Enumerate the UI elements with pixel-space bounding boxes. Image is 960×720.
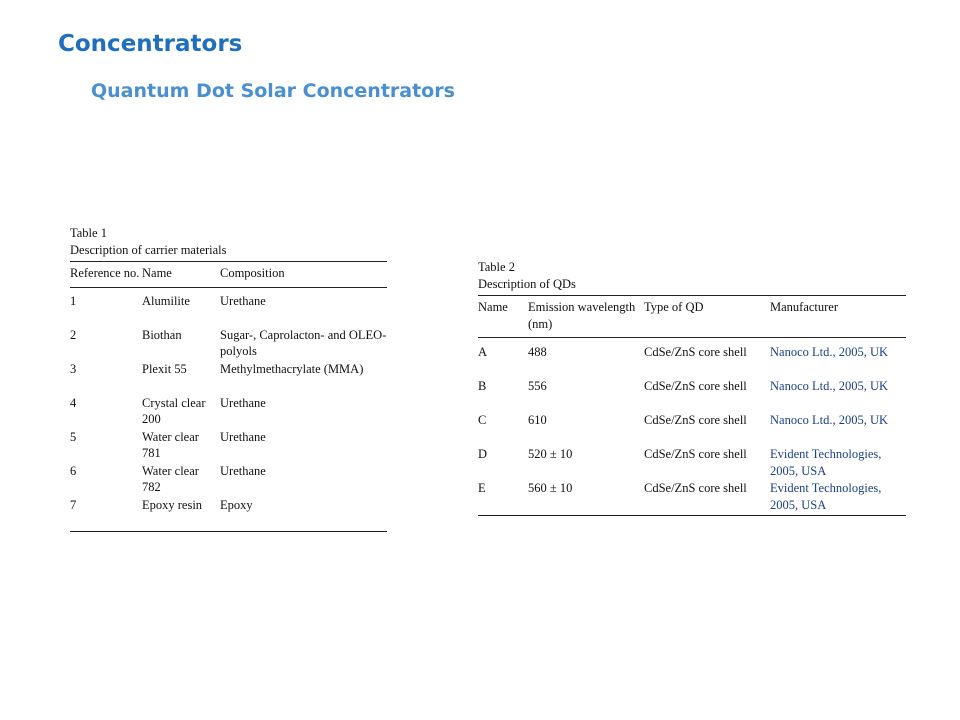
- table2-cell: E: [478, 481, 486, 495]
- table2-caption-number: Table 2: [478, 260, 515, 274]
- table2-cell: CdSe/ZnS core shell: [644, 413, 747, 427]
- table-row: [70, 327, 387, 361]
- table2-caption-title: Description of QDs: [478, 276, 576, 291]
- table1-cell: 3: [70, 361, 77, 376]
- table1-cell: Urethane: [220, 429, 266, 444]
- table2-cell: CdSe/ZnS core shell: [644, 345, 747, 359]
- table1-cell: Alumilite: [142, 293, 190, 308]
- table1-cell: 2: [70, 327, 77, 342]
- table1-cell: Urethane: [220, 463, 266, 478]
- table2-header-row: [478, 296, 906, 338]
- table-row: [70, 497, 387, 532]
- manufacturer-cell: Nanoco Ltd., 2005, UK: [770, 345, 889, 359]
- table1-cell: 4: [70, 395, 77, 410]
- table1-cell: 6: [70, 463, 77, 478]
- table-row: [70, 429, 387, 463]
- table1-header-row: [70, 262, 387, 288]
- table-row: [70, 361, 387, 395]
- table1-cell: Biothan: [142, 327, 182, 342]
- table1-header-composition: Composition: [220, 266, 285, 280]
- table-row: [478, 378, 906, 412]
- table1-cell: Methylmethacrylate (MMA): [220, 361, 364, 376]
- table1-caption-number: Table 1: [70, 226, 107, 240]
- table2-cell: 560 ± 10: [528, 481, 573, 495]
- table2-cell: CdSe/ZnS core shell: [644, 447, 747, 461]
- table-row: [478, 446, 906, 480]
- table1-cell: Crystal clear 200: [142, 395, 206, 426]
- table-row: [478, 412, 906, 446]
- slide-title: Concentrators: [58, 31, 243, 57]
- table1-cell: Water clear 782: [142, 463, 199, 494]
- table2-cell: 520 ± 10: [528, 447, 573, 461]
- manufacturer-cell: Evident Technologies, 2005, USA: [770, 447, 882, 478]
- table1-cell: Urethane: [220, 395, 266, 410]
- table1-cell: 1: [70, 293, 77, 308]
- table2-cell: B: [478, 379, 487, 393]
- table2-cell: C: [478, 413, 487, 427]
- table2-cell: CdSe/ZnS core shell: [644, 379, 747, 393]
- table2-header-manufacturer: Manufacturer: [770, 300, 839, 314]
- table-row: [70, 287, 387, 327]
- slide-subtitle: Quantum Dot Solar Concentrators: [91, 80, 455, 102]
- manufacturer-cell: Evident Technologies, 2005, USA: [770, 481, 882, 512]
- carrier-materials-table: [70, 225, 387, 532]
- table1-cell: Epoxy resin: [142, 497, 203, 512]
- table1-cell: Water clear 781: [142, 429, 199, 460]
- manufacturer-cell: Nanoco Ltd., 2005, UK: [770, 413, 889, 427]
- table2-cell: 610: [528, 413, 547, 427]
- table1-cell: 7: [70, 497, 77, 512]
- table1-header-reference: Reference no.: [70, 266, 140, 280]
- table2-cell: D: [478, 447, 488, 461]
- table1-cell: Urethane: [220, 293, 266, 308]
- table1-cell: 5: [70, 429, 77, 444]
- table2-cell: 556: [528, 379, 547, 393]
- table2-header-type: Type of QD: [644, 300, 704, 314]
- table2-header-name: Name: [478, 300, 508, 314]
- table1-cell: Sugar-, Caprolacton- and OLEO- polyols: [220, 327, 387, 358]
- table-row: [478, 338, 906, 379]
- table1-header-name: Name: [142, 266, 172, 280]
- table2-cell: CdSe/ZnS core shell: [644, 481, 747, 495]
- table-row: [70, 463, 387, 497]
- table-row: [70, 395, 387, 429]
- manufacturer-cell: Nanoco Ltd., 2005, UK: [770, 379, 889, 393]
- table1-cell: Plexit 55: [142, 361, 187, 376]
- table2-cell: 488: [528, 345, 547, 359]
- table-row: [478, 480, 906, 516]
- table1-cell: Epoxy: [220, 497, 253, 512]
- table2-cell: A: [478, 345, 488, 359]
- table1-caption-title: Description of carrier materials: [70, 242, 227, 257]
- table2-header-emission: Emission wavelength (nm): [528, 300, 636, 331]
- quantum-dots-table: [478, 259, 906, 516]
